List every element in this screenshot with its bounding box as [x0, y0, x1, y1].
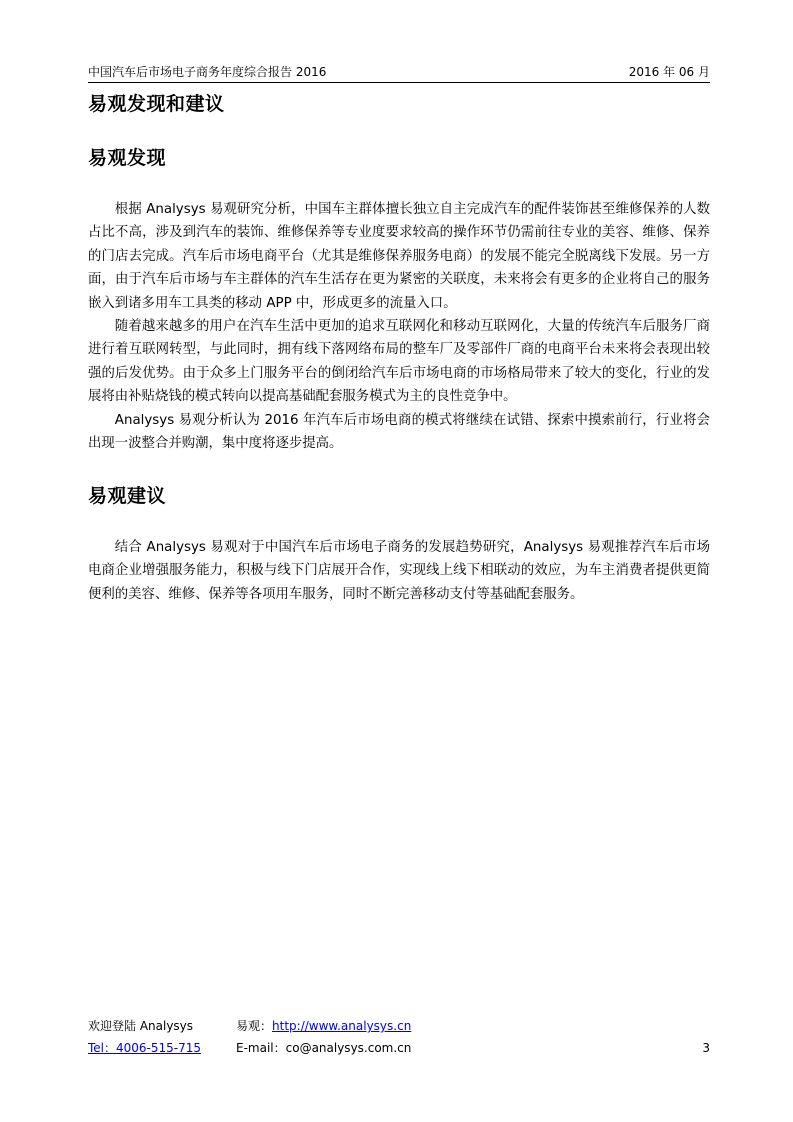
findings-paragraph-3: Analysys 易观分析认为 2016 年汽车后市场电商的模式将继续在试错、探索中摸索前行，行业将会出现一波整合并购潮，集中度将逐步提高。 [88, 413, 710, 452]
footer-row-1 [88, 1018, 710, 1034]
footer-row-2 [88, 1040, 710, 1056]
findings-paragraph-2: 随着越来越多的用户在汽车生活中更加的追求互联网化和移动互联网化，大量的传统汽车后服务厂商进行着互联网转型，与此同时，拥有线下落网络布局的整车厂及零部件厂商的电商平台未来将会表现出较强的后发优势。由于众多上门服务平台的倒闭给汽车后市场电商的市场格局带来了较大的变化，行业的发展将由补贴烧钱的模式转向以提高基础配套服务模式为主的良性竞争中。 [88, 319, 710, 405]
main-title: 易观发现和建议 [88, 93, 225, 115]
section-title-suggestions: 易观建议 [88, 485, 167, 507]
footer-email: E-mail：co@analysys.com.cn [236, 1041, 412, 1055]
section-title-findings: 易观发现 [88, 147, 167, 169]
findings-paragraph-1: 根据 Analysys 易观研究分析，中国车主群体擅长独立自主完成汽车的配件装饰甚至维修保养的人数占比不高，涉及到汽车的装饰、维修保养等专业度要求较高的操作环节仍需前往专业的美容、维修、保养的门店去完成。汽车后市场电商平台（尤其是维修保养服务电商）的发展不能完全脱离线下发展。另一方面，由于汽车后市场与车主群体的汽车生活存在更为紧密的关联度，未来将会有更多的企业将自己的服务嵌入到诸多用车工具类的移动 APP 中，形成更多的流量入口。 [88, 202, 710, 311]
footer-tel-link[interactable]: Tel：4006-515-715 [88, 1041, 202, 1055]
footer-yiguan-label: 易观： [236, 1019, 273, 1033]
header-report-title: 中国汽车后市场电子商务年度综合报告 2016 [88, 65, 327, 79]
footer-welcome: 欢迎登陆 Analysys [88, 1019, 194, 1033]
suggestions-paragraph-1: 结合 Analysys 易观对于中国汽车后市场电子商务的发展趋势研究，Analysys 易观推荐汽车后市场电商企业增强服务能力，积极与线下门店展开合作，实现线上线下相联动的效应，为车主消费者提供更简便利的美容、维修、保养等各项用车服务，同时不断完善移动支付等基础配套服务。 [88, 540, 710, 602]
page-number: 3 [702, 1041, 710, 1055]
page-header [88, 64, 710, 83]
footer-website-link[interactable]: http://www.analysys.cn [272, 1019, 412, 1033]
header-date: 2016 年 06 月 [628, 65, 710, 79]
